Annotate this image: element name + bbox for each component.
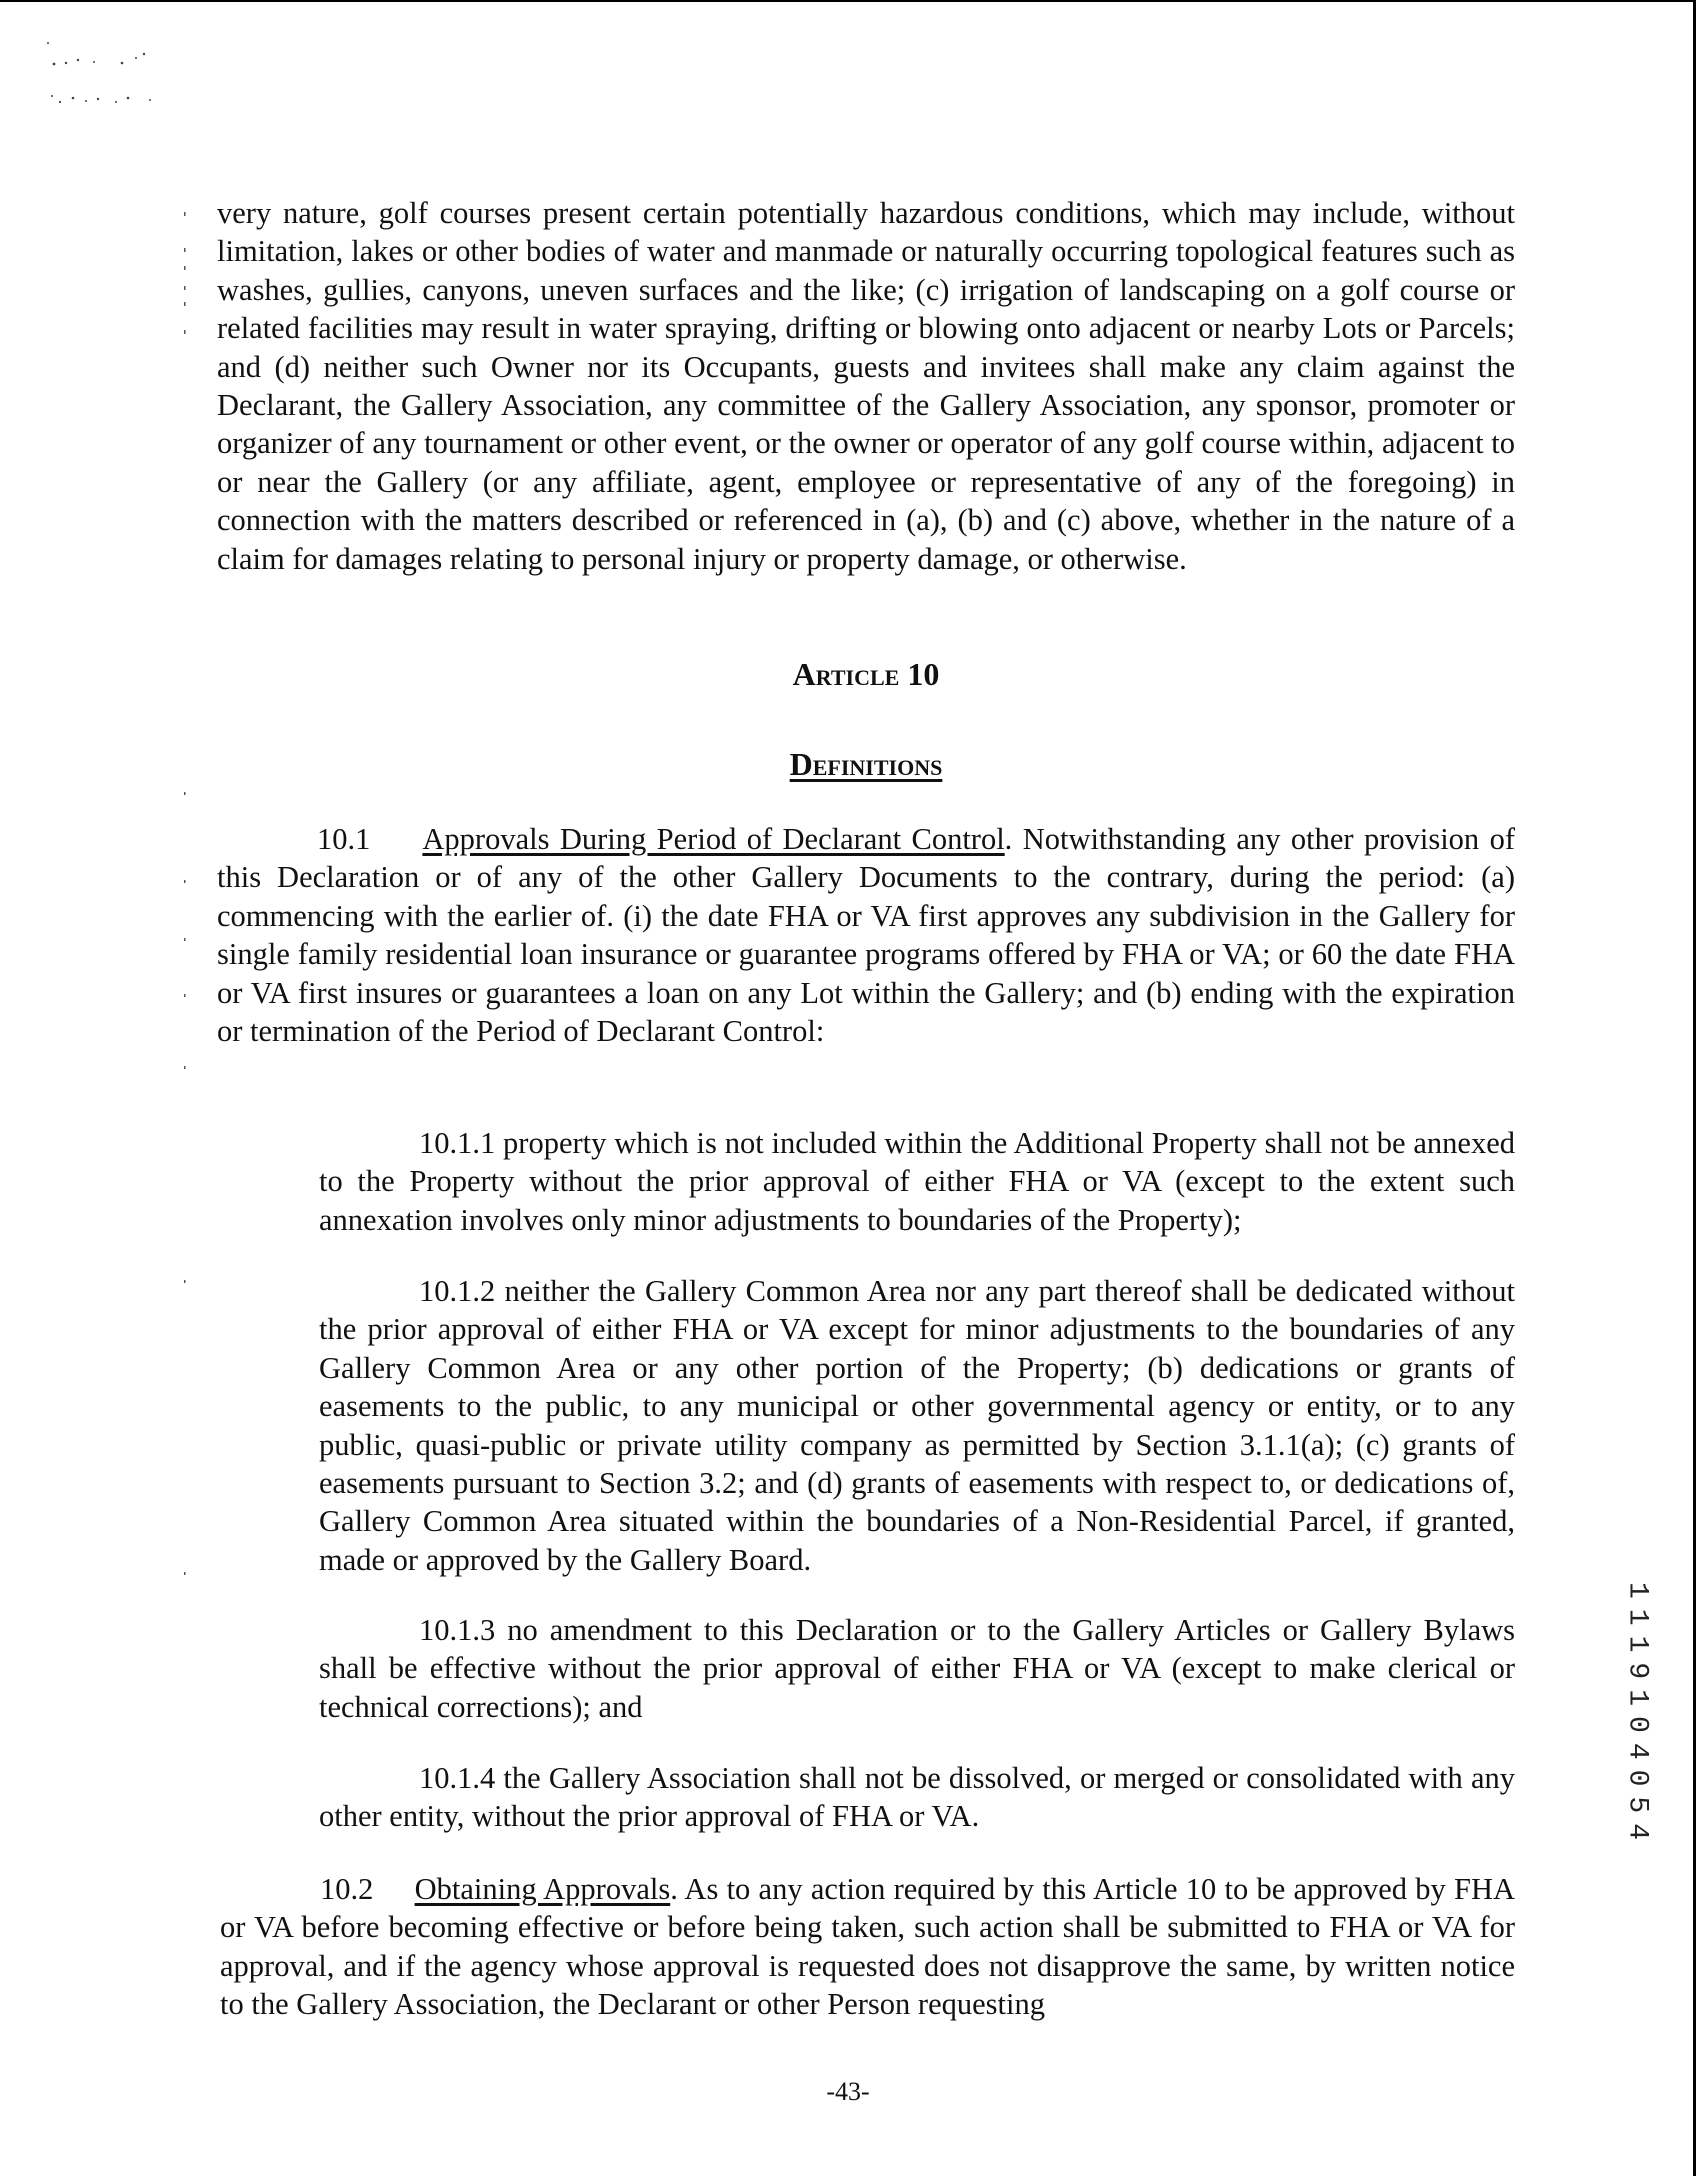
section-10-2-title: Obtaining Approvals [414,1872,671,1906]
intro-paragraph: very nature, golf courses present certain potentially hazardous conditions, which may include, without limitation, lakes or other bodies of water and manmade or naturally occurring topological features such as washes, gullies, canyons, uneven surfaces and the like; (c) irrigation of landscaping on a golf course or related facilities may result in water spraying, drifting or blowing onto adjacent or nearby Lots or Parcels; and (d) neither such Owner nor its Occupants, guests and invitees shall make any claim against the Declarant, the Gallery Association, any committee of the Gallery Association, any sponsor, promoter or organizer of any tournament or other event, or the owner or operator of any golf course within, adjacent to or near the Gallery (or any affiliate, agent, employee or representative of any of the foregoing) in connection with the matters described or referenced in (a), (b) and (c) above, whether in the nature of a claim for damages relating to personal injury or property damage, or otherwise. [217,196,1515,576]
section-10-1-2: 10.1.2 neither the Gallery Common Area nor any part thereof shall be dedicated without the prior approval of either FHA or VA except for minor adjustments to the boundaries of any Gallery Common Area or any other portion of the Property; (b) dedications or grants of easements to the public, to any municipal or other governmental agency or entity, or to any public, quasi-public or private utility company as permitted by Section 3.1.1(a); (c) grants of easements pursuant to Section 3.2; and (d) grants of easements with respect to, or dedications of, Gallery Common Area situated within the boundaries of a Non-Residential Parcel, if granted, made or approved by the Gallery Board. [319,1274,1515,1577]
section-10-1-1: 10.1.1 property which is not included within the Additional Property shall not be annexed to the Property without the prior approval of either FHA or VA (except to the extent such annexation involves only minor adjustments to boundaries of the Property); [319,1126,1515,1237]
section-10-1-3: 10.1.3 no amendment to this Declaration or to the Gallery Articles or Gallery Bylaws shall be effective without the prior approval of either FHA or VA (except to make clerical or technical corrections); and [319,1613,1515,1724]
section-10-2-number: 10.2 [320,1872,374,1906]
margin-scan-marks [176,180,196,1580]
recording-number-stamp [1620,1582,1656,1932]
section-10-1-body: . Notwithstanding any other provision of this Declaration or of any of the other Gallery Documents to the contrary, during the period: (a) commencing with the earlier of. (i) the date FHA or VA first approves any subdivision in the Gallery for single family residential loan insurance or guarantee programs offered by FHA or VA; or 60 the date FHA or VA first insures or guarantees a loan on any Lot within the Gallery; and (b) ending with the expiration or termination of the Period of Declarant Control: [217,822,1515,1049]
article-heading: Article 10 [792,656,940,692]
section-10-2-body: . As to any action required by this Article 10 to be approved by FHA or VA before becoming effective or before being taken, such action shall be submitted to FHA or VA for approval, and if the agency whose approval is requested does not disapprove the same, by written notice to the Gallery Association, the Declarant or other Person requesting [220,1872,1515,2022]
section-10-1-4: 10.1.4 the Gallery Association shall not be dissolved, or merged or consolidated with any other entity, without the prior approval of FHA or VA. [319,1761,1515,1834]
scan-specks [40,40,240,130]
section-10-1 [217,820,1515,1050]
article-title: Definitions [789,746,943,782]
recording-number-text: 1119104054 [1621,1582,1653,1851]
page-top-edge [0,0,1696,2]
section-10-1-title: Approvals During Period of Declarant Control [422,822,1005,856]
section-10-1-number: 10.1 [317,822,371,856]
section-10-2 [220,1870,1515,2024]
page-number: -43- [826,2077,870,2106]
